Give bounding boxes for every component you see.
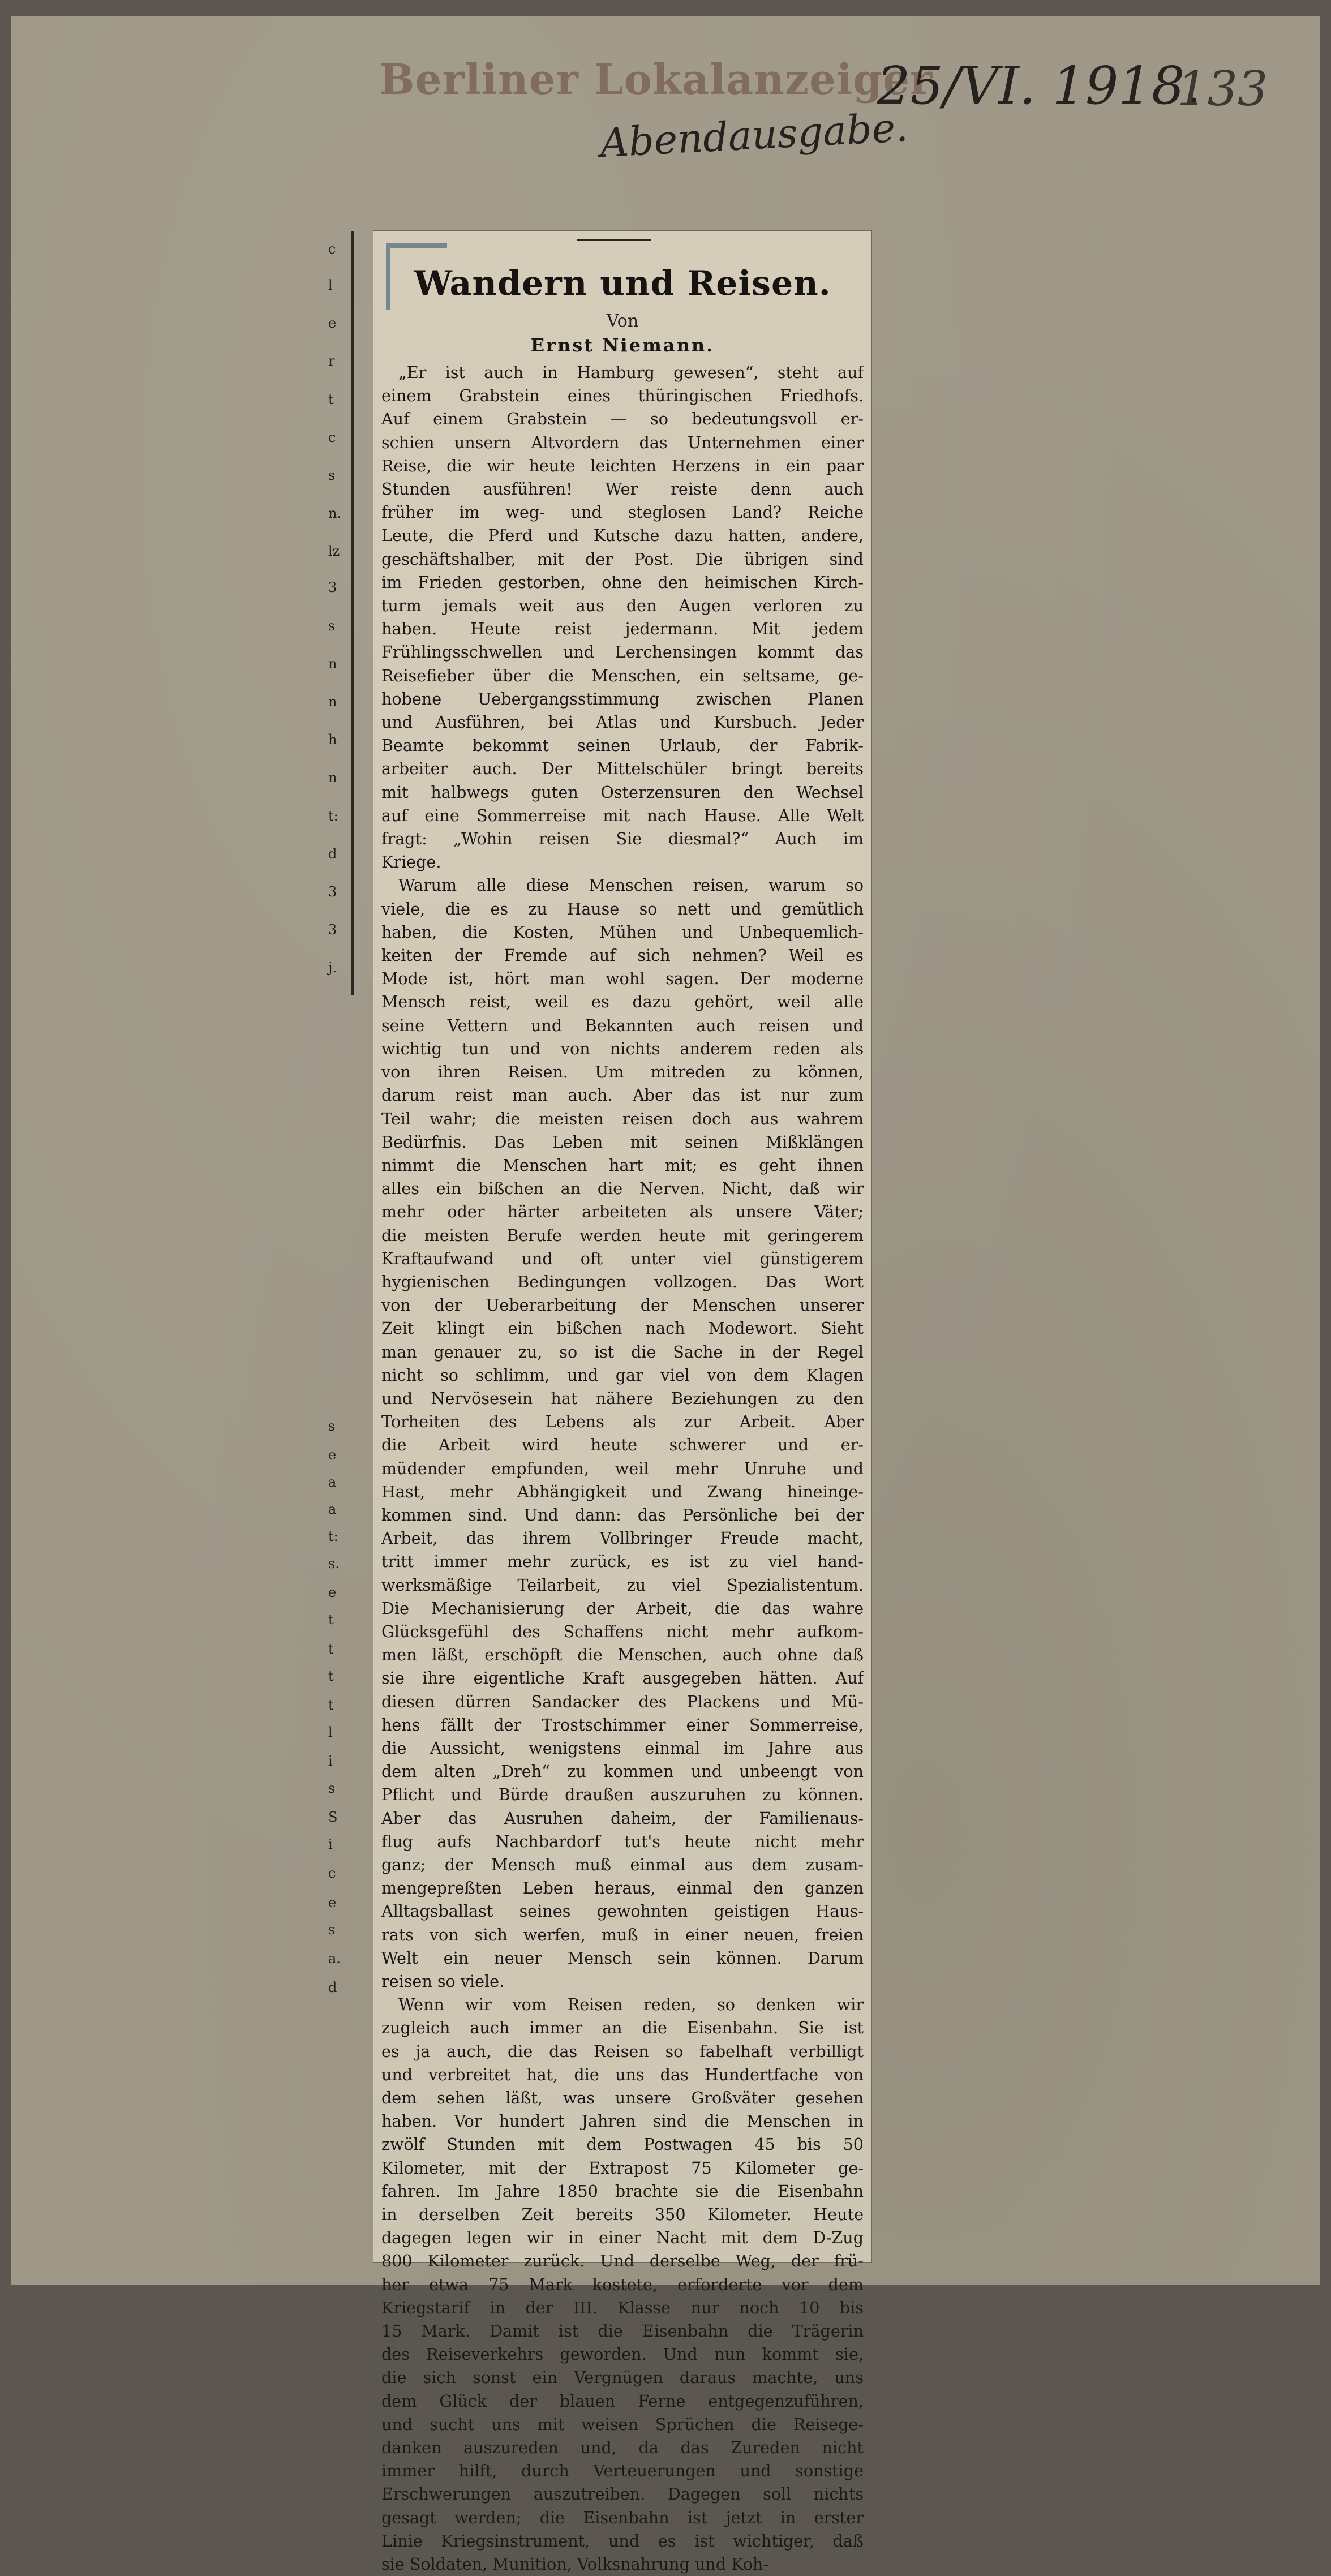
article-line: auf eine Sommerreise mit nach Hause. Alle Welt <box>381 805 864 825</box>
fragment-letter: c <box>328 429 336 445</box>
article-line: her etwa 75 Mark kostete, erforderte vor dem <box>381 2274 864 2294</box>
article-line: keiten der Fremde auf sich nehmen? Weil es <box>381 946 864 965</box>
article-line: und verbreitet hat, die uns das Hundertfache von <box>381 2064 864 2084</box>
fragment-letter: n <box>328 770 337 786</box>
article-line: schien unsern Altvordern das Unternehmen einer <box>381 432 864 452</box>
article-line: immer hilft, durch Verteuerungen und sonstige <box>381 2461 864 2481</box>
handwritten-edition: Abendausgabe. <box>599 104 909 167</box>
article-line: die meisten Berufe werden heute mit geringerem <box>381 1225 864 1245</box>
fragment-letter: e <box>328 1894 337 1910</box>
article-line: nimmt die Menschen hart mit; es geht ihnen <box>381 1155 864 1175</box>
article-line: die Aussicht, wenigstens einmal im Jahre aus <box>381 1738 864 1758</box>
fragment-letter: j. <box>328 960 337 976</box>
archive-sheet <box>11 16 1320 2574</box>
blue-pencil-mark <box>386 243 447 310</box>
fragment-letter: s. <box>328 1556 340 1572</box>
column-rule <box>351 231 354 995</box>
byline-prefix: Von <box>606 311 639 331</box>
fragment-letter: n <box>328 694 337 710</box>
title-rule <box>577 239 651 241</box>
fragment-letter: a <box>328 1474 337 1491</box>
article-line: Mensch reist, weil es dazu gehört, weil alle <box>381 992 864 1012</box>
article-line: Warum alle diese Menschen reisen, warum so <box>398 875 864 895</box>
fragment-letter: e <box>328 1585 337 1601</box>
article-line: Linie Kriegsinstrument, und es ist wichtiger, daß <box>381 2531 864 2551</box>
article-line: und sucht uns mit weisen Sprüchen die Reisege- <box>381 2414 864 2434</box>
article-line: Welt ein neuer Mensch sein können. Darum <box>381 1948 864 1968</box>
article-line: sie Soldaten, Munition, Volksnahrung und Koh- <box>381 2554 769 2574</box>
article-line: Teil wahr; die meisten reisen doch aus wahrem <box>381 1109 864 1128</box>
article-line: flug aufs Nachbardorf tut's heute nicht mehr <box>381 1831 864 1851</box>
article-line: dagegen legen wir in einer Nacht mit dem D-Zug <box>381 2228 864 2248</box>
handwritten-date: 25/VI. 1918. <box>877 55 1201 116</box>
article-line: in derselben Zeit bereits 350 Kilometer. Heute <box>381 2205 864 2225</box>
fragment-letter: a. <box>328 1950 341 1967</box>
article-line: 800 Kilometer zurück. Und derselbe Weg, der frü- <box>381 2251 864 2271</box>
fragment-letter: t <box>328 1668 334 1684</box>
fragment-letter: n. <box>328 505 342 522</box>
fragment-letter: s <box>328 467 336 483</box>
article-line: mit halbwegs guten Osterzensuren den Wechsel <box>381 782 864 802</box>
article-line: Beamte bekommt seinen Urlaub, der Fabrik- <box>381 736 864 755</box>
fragment-letter: 3 <box>328 579 337 596</box>
fragment-letter: d <box>328 845 337 862</box>
fragment-letter: d <box>328 1980 337 1995</box>
article-line: Aber das Ausruhen daheim, der Familienaus- <box>381 1808 864 1828</box>
article-line: turm jemals weit aus den Augen verloren zu <box>381 596 864 616</box>
fragment-letter: e <box>328 1447 337 1463</box>
fragment-letter: i <box>328 1836 333 1853</box>
article-line: des Reiseverkehrs geworden. Und nun kommt sie, <box>381 2345 864 2364</box>
article-body <box>381 361 864 2576</box>
fragment-letter: t: <box>328 1529 338 1545</box>
article-line: Kraftaufwand und oft unter viel günstigerem <box>381 1248 864 1268</box>
fragment-letter: s <box>328 1921 336 1938</box>
article-line: Zeit klingt ein bißchen nach Modewort. Sieht <box>381 1319 864 1338</box>
article-line: gesagt werden; die Eisenbahn ist jetzt in erster <box>381 2508 864 2527</box>
article-line: hens fällt der Trostschimmer einer Sommerreise, <box>381 1715 864 1734</box>
folio-number: 133 <box>1177 61 1268 117</box>
fragment-letter: S <box>328 1809 338 1826</box>
article-line: dem sehen läßt, was unsere Großväter gesehen <box>381 2088 864 2108</box>
article-line: Wenn wir vom Reisen reden, so denken wir <box>398 1995 864 2015</box>
fragment-letter: t: <box>328 808 338 824</box>
article-line: viele, die es zu Hause so nett und gemütlich <box>381 899 864 918</box>
article-line: dem alten „Dreh“ zu kommen und unbeengt von <box>381 1762 864 1781</box>
fragment-letter: s <box>328 1780 336 1796</box>
fragment-letter: s <box>328 617 336 634</box>
article-line: arbeiter auch. Der Mittelschüler bringt bereits <box>381 759 864 779</box>
article-line: die sich sonst ein Vergnügen daraus machte, uns <box>381 2368 864 2388</box>
article-line: Hast, mehr Abhängigkeit und Zwang hineinge- <box>381 1482 864 1501</box>
article-line: Kriege. <box>381 852 441 872</box>
article-line: müdender empfunden, weil mehr Unruhe und <box>381 1458 864 1478</box>
fragment-letter: 3 <box>328 922 337 938</box>
article-line: Mode ist, hört man wohl sagen. Der moderne <box>381 969 864 989</box>
article-title: Wandern und Reisen. <box>414 264 831 303</box>
article-line: alles ein bißchen an die Nerven. Nicht, daß wir <box>381 1179 864 1199</box>
article-line: hobene Uebergangsstimmung zwischen Planen <box>381 689 864 709</box>
article-line: wichtig tun und von nichts anderem reden als <box>381 1038 864 1058</box>
article-line: Reise, die wir heute leichten Herzens in ein paar <box>381 456 864 475</box>
article-line: einem Grabstein eines thüringischen Friedhofs. <box>381 386 864 406</box>
newspaper-clipping <box>373 231 871 2574</box>
fragment-letter: a <box>328 1501 337 1518</box>
fragment-letter: r <box>328 353 335 370</box>
article-line: Kriegstarif in der III. Klasse nur noch 10 bis <box>381 2298 864 2317</box>
article-line: danken auszureden und, da das Zureden nicht <box>381 2438 864 2458</box>
article-line: nicht so schlimm, und gar viel von dem Klagen <box>381 1365 864 1385</box>
article-line: und Nervösesein hat nähere Beziehungen zu den <box>381 1388 864 1408</box>
article-line: die Arbeit wird heute schwerer und er- <box>381 1435 864 1455</box>
article-line: hygienischen Bedingungen vollzogen. Das Wort <box>381 1272 864 1291</box>
article-line: von der Ueberarbeitung der Menschen unserer <box>381 1295 864 1315</box>
article-line: Kilometer, mit der Extrapost 75 Kilometer ge- <box>381 2158 864 2178</box>
article-line: darum reist man auch. Aber das ist nur zum <box>381 1085 864 1105</box>
article-line: Erschwerungen auszutreiben. Dagegen soll nichts <box>381 2484 864 2504</box>
article-line: im Frieden gestorben, ohne den heimischen Kirch- <box>381 572 864 592</box>
fragment-letter: 3 <box>328 884 337 900</box>
article-line: Alltagsballast seines gewohnten geistigen Haus- <box>381 1901 864 1921</box>
article-line: und Ausführen, bei Atlas und Kursbuch. Jeder <box>381 712 864 732</box>
fragment-letter: t <box>328 391 334 407</box>
article-line: diesen dürren Sandacker des Plackens und Mü- <box>381 1691 864 1711</box>
newspaper-stamp: Berliner Lokalanzeiger <box>379 55 933 104</box>
article-line: Pflicht und Bürde draußen auszuruhen zu können. <box>381 1785 864 1805</box>
article-line: fragt: „Wohin reisen Sie diesmal?“ Auch im <box>381 829 864 849</box>
article-line: mengepreßten Leben heraus, einmal den ganzen <box>381 1878 864 1898</box>
article-line: man genauer zu, so ist die Sache in der Regel <box>381 1342 864 1362</box>
fragment-letter: t <box>328 1641 334 1657</box>
article-line: fahren. Im Jahre 1850 brachte sie die Eisenbahn <box>381 2181 864 2201</box>
fragment-letter: t <box>328 1612 334 1628</box>
fragment-letter: l <box>328 277 333 293</box>
fragment-letter: e <box>328 315 337 332</box>
article-line: es ja auch, die das Reisen so fabelhaft verbilligt <box>381 2041 864 2061</box>
fragment-letter: t <box>328 1697 334 1713</box>
article-line: tritt immer mehr zurück, es ist zu viel hand- <box>381 1552 864 1572</box>
article-line: 15 Mark. Damit ist die Eisenbahn die Trägerin <box>381 2321 864 2341</box>
article-line: Die Mechanisierung der Arbeit, die das wahre <box>381 1598 864 1618</box>
article-line: mehr oder härter arbeiteten als unsere Väter; <box>381 1202 864 1222</box>
article-line: Glücksgefühl des Schaffens nicht mehr aufkom- <box>381 1621 864 1641</box>
fragment-letter: lz <box>328 543 340 560</box>
article-line: men läßt, erschöpft die Menschen, auch ohne daß <box>381 1645 864 1665</box>
article-line: zwölf Stunden mit dem Postwagen 45 bis 50 <box>381 2135 864 2154</box>
article-line: zugleich auch immer an die Eisenbahn. Sie ist <box>381 2018 864 2038</box>
article-line: werksmäßige Teilarbeit, zu viel Spezialistentum. <box>381 1575 864 1595</box>
fragment-letter: h <box>328 732 337 748</box>
article-line: dem Glück der blauen Ferne entgegenzuführen, <box>381 2391 864 2411</box>
article-line: reisen so viele. <box>381 1972 505 1991</box>
article-line: Reisefieber über die Menschen, ein seltsame, ge- <box>381 666 864 685</box>
article-line: früher im weg- und steglosen Land? Reiche <box>381 503 864 522</box>
article-line: von ihren Reisen. Um mitreden zu können, <box>381 1062 864 1082</box>
fragment-letter: s <box>328 1418 336 1434</box>
article-line: sie ihre eigentliche Kraft ausgegeben hätten. Auf <box>381 1668 864 1688</box>
fragment-letter: i <box>328 1753 333 1769</box>
article-line: Frühlingsschwellen und Lerchensingen kommt das <box>381 642 864 662</box>
fragment-letter: l <box>328 1724 333 1740</box>
article-line: Bedürfnis. Das Leben mit seinen Mißklängen <box>381 1132 864 1152</box>
article-line: geschäftshalber, mit der Post. Die übrigen sind <box>381 549 864 569</box>
article-line: „Er ist auch in Hamburg gewesen“, steht auf <box>398 363 864 382</box>
article-line: rats von sich werfen, muß in einer neuen, freien <box>381 1925 864 1944</box>
article-line: Stunden ausführen! Wer reiste denn auch <box>381 479 864 499</box>
article-line: kommen sind. Und dann: das Persönliche bei der <box>381 1505 864 1525</box>
article-line: seine Vettern und Bekannten auch reisen und <box>381 1015 864 1035</box>
article-line: Leute, die Pferd und Kutsche dazu hatten, andere, <box>381 526 864 546</box>
author-name: Ernst Niemann. <box>530 334 715 356</box>
article-line: Arbeit, das ihrem Vollbringer Freude macht, <box>381 1529 864 1548</box>
article-line: Torheiten des Lebens als zur Arbeit. Aber <box>381 1412 864 1432</box>
fragment-letter: c <box>328 241 336 257</box>
article-line: Auf einem Grabstein — so bedeutungsvoll er- <box>381 409 864 429</box>
fragment-letter: n <box>328 655 337 672</box>
fragment-letter: c <box>328 1865 336 1882</box>
article-line: haben, die Kosten, Mühen und Unbequemlich- <box>381 922 864 942</box>
article-line: ganz; der Mensch muß einmal aus dem zusam- <box>381 1855 864 1874</box>
adjacent-column-fragment <box>328 231 362 2262</box>
article-line: haben. Vor hundert Jahren sind die Menschen in <box>381 2111 864 2131</box>
article-line: haben. Heute reist jedermann. Mit jedem <box>381 619 864 639</box>
